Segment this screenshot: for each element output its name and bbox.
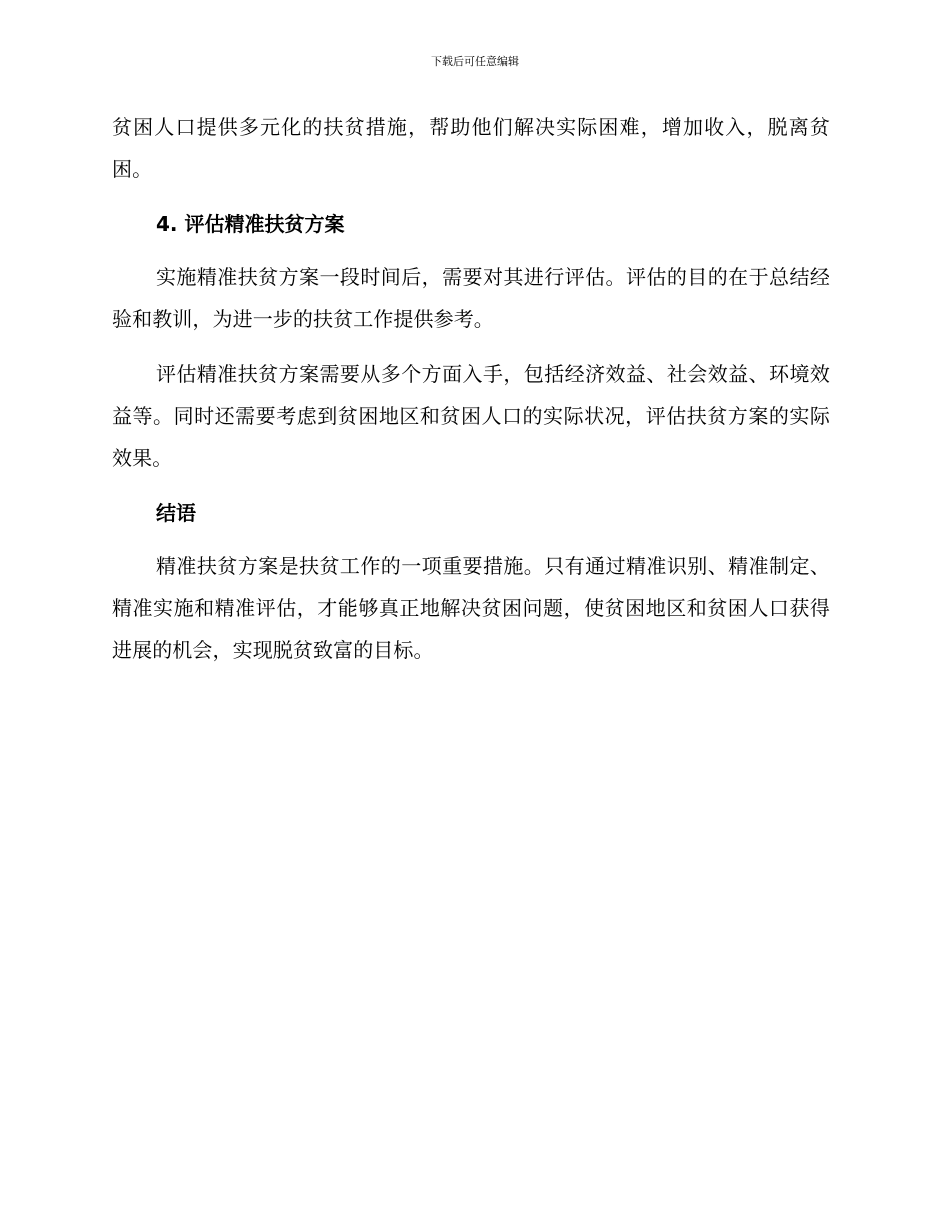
document-body (112, 106, 830, 684)
page-header: 下载后可任意编辑 (431, 55, 519, 68)
evaluate-paragraph-1: 实施精准扶贫方案一段时间后，需要对其进行评估。评估的目的在于总结经验和教训，为进一步的扶贫工作提供参考。 (112, 265, 830, 331)
section-heading-conclusion: 结语 (156, 501, 196, 525)
continued-paragraph: 贫困人口提供多元化的扶贫措施，帮助他们解决实际困难，增加收入，脱离贫困。 (112, 115, 830, 181)
evaluate-paragraph-2: 评估精准扶贫方案需要从多个方面入手，包括经济效益、社会效益、环境效益等。同时还需要考虑到贫困地区和贫困人口的实际状况，评估扶贫方案的实际效果。 (112, 362, 830, 470)
section-heading-evaluate: 4. 评估精准扶贫方案 (156, 212, 345, 236)
conclusion-paragraph: 精准扶贫方案是扶贫工作的一项重要措施。只有通过精准识别、精准制定、精准实施和精准评估，才能够真正地解决贫困问题，使贫困地区和贫困人口获得进展的机会，实现脱贫致富的目标。 (112, 554, 830, 662)
